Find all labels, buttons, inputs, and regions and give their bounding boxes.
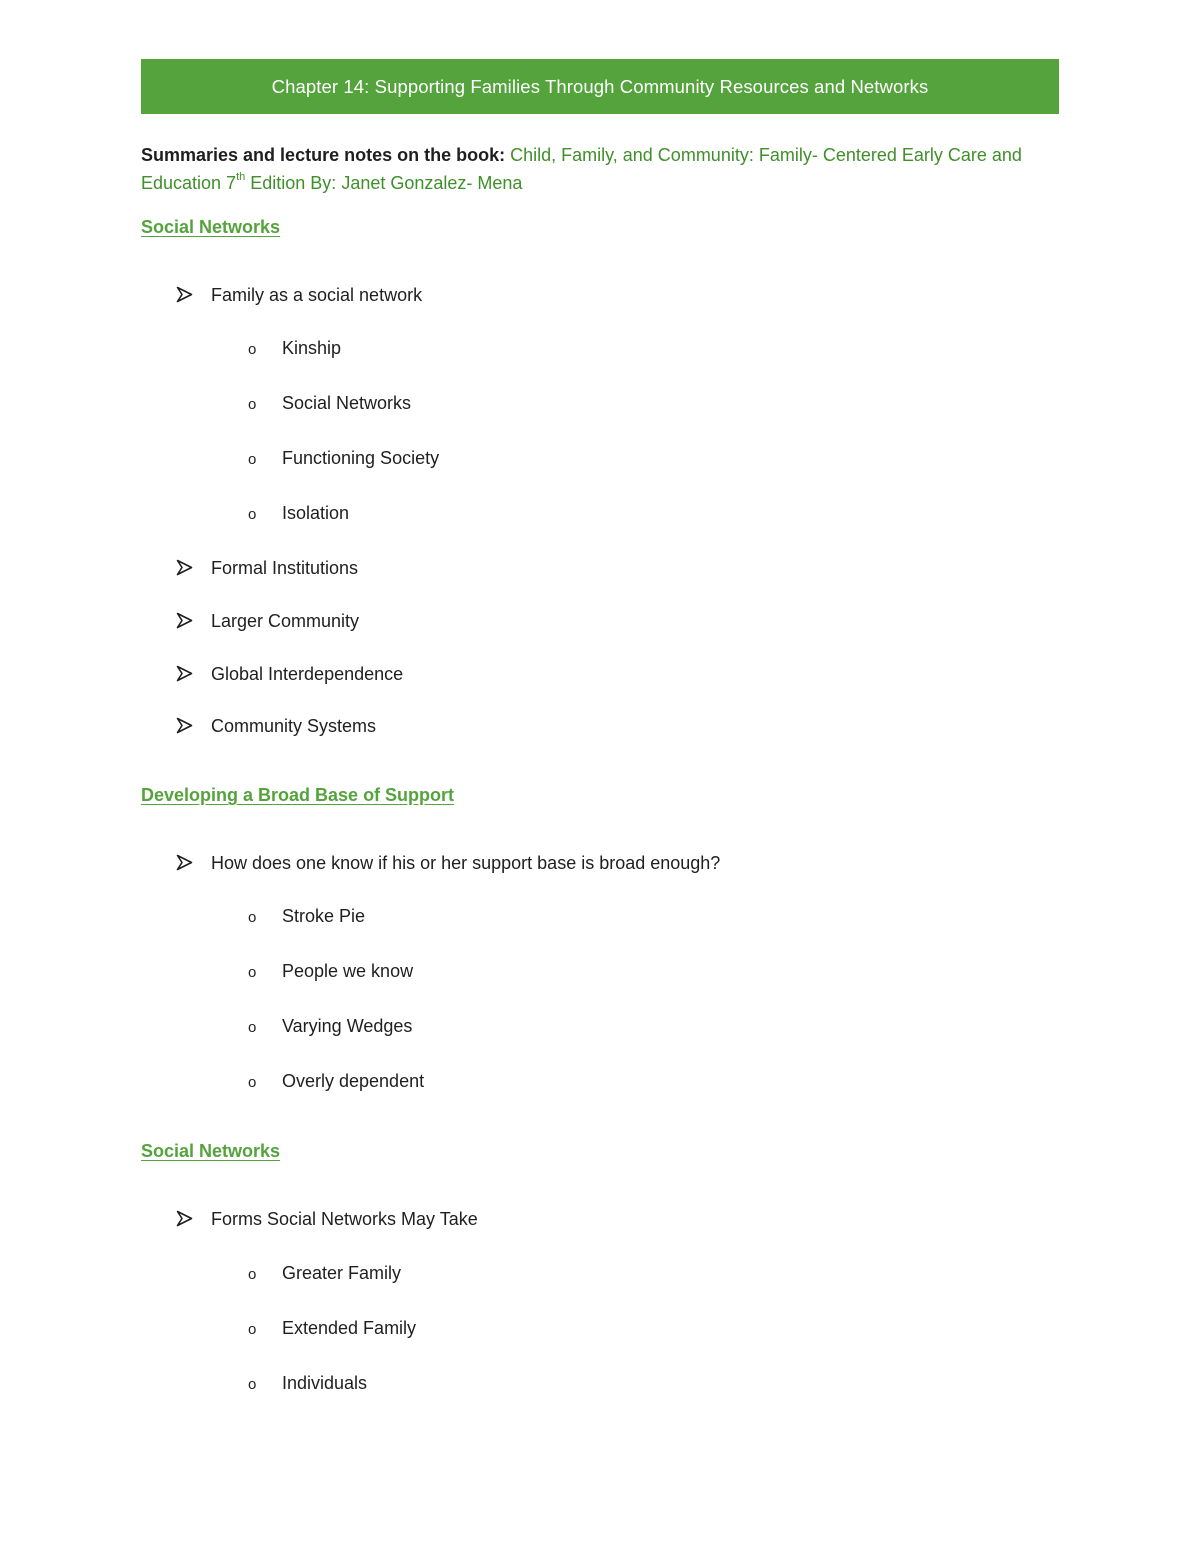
circle-bullet-marker: o <box>248 506 257 523</box>
circle-bullet-marker: o <box>248 1376 257 1393</box>
circle-bullet-marker: o <box>248 964 257 981</box>
intro-paragraph <box>141 141 1051 197</box>
section-heading-social-networks-2: Social Networks <box>141 1141 281 1161</box>
list-subitem-text: Extended Family <box>282 1318 417 1338</box>
chapter-header-banner <box>141 59 1059 114</box>
section-heading-broad-base: Developing a Broad Base of Support <box>141 785 455 805</box>
circle-bullet-marker: o <box>248 1321 257 1338</box>
circle-bullet-marker: o <box>248 909 257 926</box>
circle-bullet-marker: o <box>248 1074 257 1091</box>
list-subitem-text: Greater Family <box>282 1263 402 1283</box>
list-subitem-text: Stroke Pie <box>282 906 366 926</box>
circle-bullet-marker: o <box>248 1019 257 1036</box>
list-item-text: Formal Institutions <box>211 558 359 578</box>
list-item-text: Global Interdependence <box>211 664 404 684</box>
arrowhead-bullet-icon <box>176 557 193 576</box>
arrowhead-bullet-icon <box>176 715 193 734</box>
arrowhead-bullet-icon <box>176 610 193 629</box>
arrowhead-bullet-icon <box>176 284 193 303</box>
book-title-part1: Child, Family, and Community: Family- Centered Early Care and Education 7 <box>141 145 1022 193</box>
section-heading-social-networks: Social Networks <box>141 217 281 237</box>
circle-bullet-marker: o <box>248 396 257 413</box>
intro-label: Summaries and lecture notes on the book: <box>141 145 506 165</box>
list-item-text: Larger Community <box>211 611 360 631</box>
list-item-text: Family as a social network <box>211 285 423 305</box>
list-subitem-text: Varying Wedges <box>282 1016 413 1036</box>
list-subitem-text: Social Networks <box>282 393 412 413</box>
list-subitem-text: Isolation <box>282 503 350 523</box>
list-subitem-text: Functioning Society <box>282 448 440 468</box>
edition-superscript: th <box>236 171 246 183</box>
circle-bullet-marker: o <box>248 451 257 468</box>
list-subitem-text: Overly dependent <box>282 1071 425 1091</box>
arrowhead-bullet-icon <box>176 852 193 871</box>
chapter-title: Chapter 14: Supporting Families Through Community Resources and Networks <box>271 75 929 97</box>
list-subitem-text: People we know <box>282 961 414 981</box>
circle-bullet-marker: o <box>248 341 257 358</box>
circle-bullet-marker: o <box>248 1266 257 1283</box>
list-subitem-text: Individuals <box>282 1373 368 1393</box>
list-item-text: How does one know if his or her support base is broad enough? <box>211 853 721 873</box>
arrowhead-bullet-icon <box>176 1208 193 1227</box>
arrowhead-bullet-icon <box>176 663 193 682</box>
book-title-part2: Edition By: Janet Gonzalez- Mena <box>245 173 523 193</box>
list-item-text: Forms Social Networks May Take <box>211 1209 478 1229</box>
list-item-text: Community Systems <box>211 716 377 736</box>
list-subitem-text: Kinship <box>282 338 342 358</box>
